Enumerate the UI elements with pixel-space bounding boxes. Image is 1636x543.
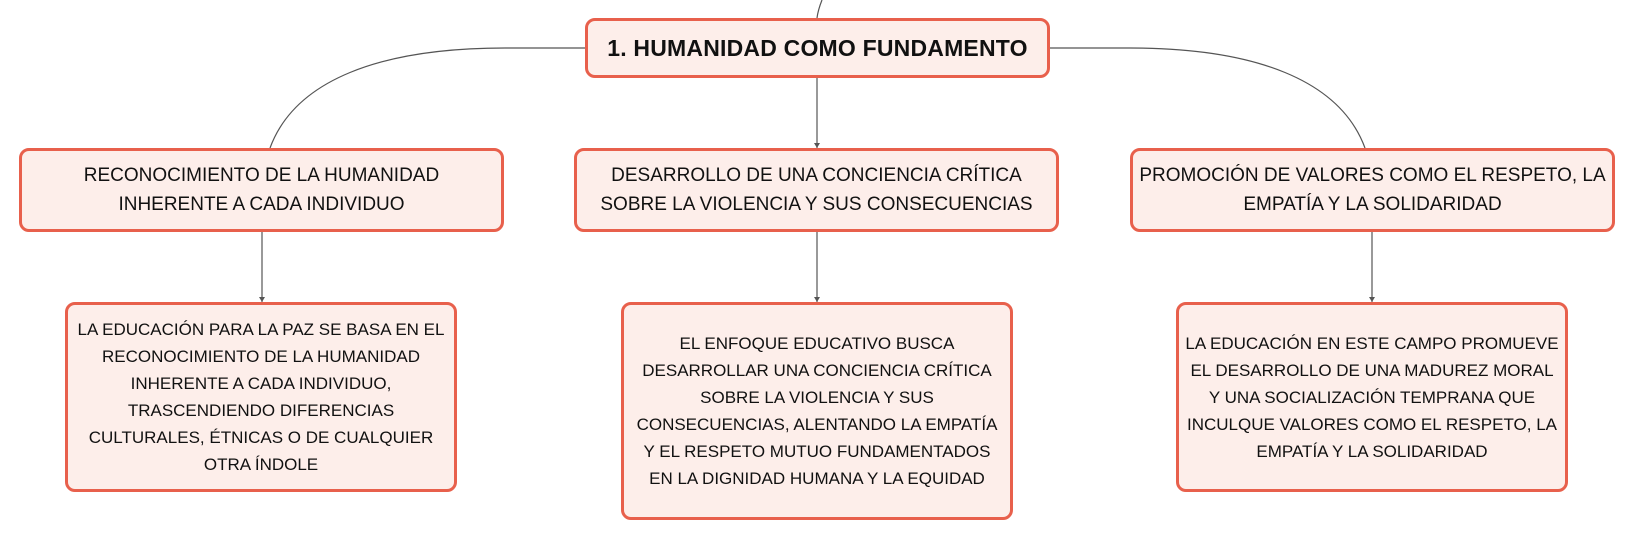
branch-node-critical-awareness[interactable] [574,148,1059,232]
root-node-label: 1. HUMANIDAD COMO FUNDAMENTO [607,34,1028,61]
detail-node-critical-awareness[interactable] [621,302,1013,520]
detail-node-text: LA EDUCACIÓN PARA LA PAZ SE BASA EN EL RECONOCIMIENTO DE LA HUMANIDAD INHERENTE A CADA INDIVIDUO, TRASCENDIENDO DIFERENCIAS CULTURALES, ÉTNICAS O DE CUALQUIER OTRA ÍNDOLE [77,320,445,474]
detail-node-text: EL ENFOQUE EDUCATIVO BUSCA DESARROLLAR UNA CONCIENCIA CRÍTICA SOBRE LA VIOLENCIA Y SUS CONSECUENCIAS, ALENTANDO LA EMPATÍA Y EL RESPETO MUTUO FUNDAMENTADOS EN LA DIGNIDAD HUMANA Y LA EQUIDAD [636,334,998,488]
branch-node-label: RECONOCIMIENTO DE LA HUMANIDAD INHERENTE A CADA INDIVIDUO [83,165,440,215]
detail-node-values[interactable] [1176,302,1568,492]
connector-root-to-left [270,48,585,148]
detail-node-text: LA EDUCACIÓN EN ESTE CAMPO PROMUEVE EL DESARROLLO DE UNA MADUREZ MORAL Y UNA SOCIALIZACIÓN TEMPRANA QUE INCULQUE VALORES COMO EL RESPETO, LA EMPATÍA Y LA SOLIDARIDAD [1185,333,1559,461]
detail-node-recognition[interactable] [65,302,457,492]
connector-root-to-right [1050,48,1365,148]
branch-node-label: DESARROLLO DE UNA CONCIENCIA CRÍTICA SOBRE LA VIOLENCIA Y SUS CONSECUENCIAS [600,165,1033,215]
root-node[interactable] [585,18,1050,78]
branch-node-values[interactable] [1130,148,1615,232]
connector-incoming-top [817,0,822,18]
branch-node-recognition[interactable] [19,148,504,232]
branch-node-label: PROMOCIÓN DE VALORES COMO EL RESPETO, LA EMPATÍA Y LA SOLIDARIDAD [1139,165,1606,215]
